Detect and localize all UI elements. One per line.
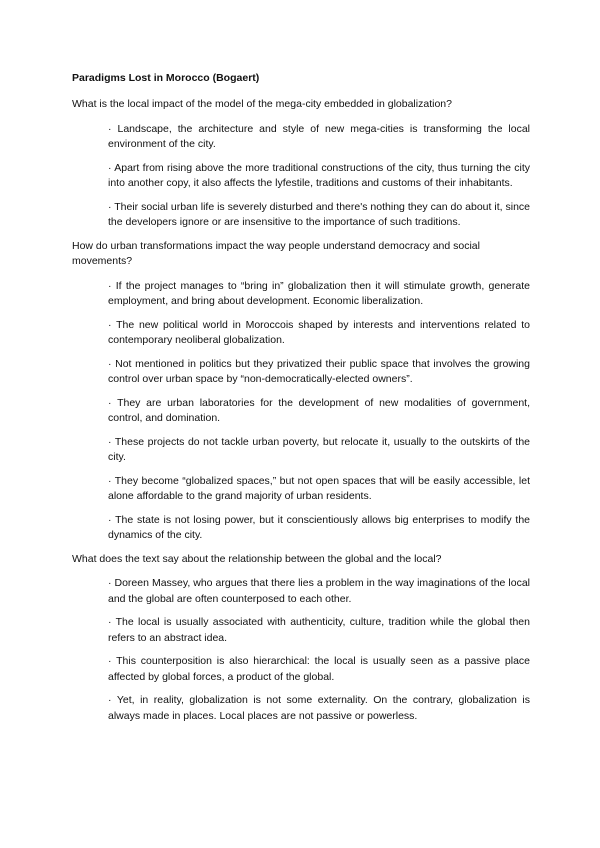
section-1 — [72, 97, 530, 231]
bullet-item: · Not mentioned in politics but they privatized their public space that involves the growing control over urban space by “non-democratically-elected owners”. — [108, 357, 530, 385]
bullet-item: · The new political world in Moroccois shaped by interests and interventions related to contemporary neoliberal globalization. — [108, 318, 530, 346]
section-question: What does the text say about the relationship between the global and the local? — [72, 552, 442, 565]
document-title: Paradigms Lost in Morocco (Bogaert) — [72, 72, 260, 84]
document-content — [72, 71, 530, 732]
bullet-list — [108, 122, 530, 231]
bullet-item: · The local is usually associated with authenticity, culture, tradition while the global then refers to an abstract idea. — [108, 616, 530, 644]
bullet-item: · Doreen Massey, who argues that there lies a problem in the way imaginations of the local and the global are often counterposed to each other. — [108, 577, 530, 605]
bullet-item: · Yet, in reality, globalization is not some externality. On the contrary, globalization is always made in places. Local places are not passive or powerless. — [108, 694, 530, 722]
bullet-list — [108, 279, 530, 544]
bullet-item: · Their social urban life is severely disturbed and there's nothing they can do about it, since the developers ignore or are insensitive to the importance of such traditions. — [108, 200, 530, 228]
bullet-item: · Landscape, the architecture and style of new mega-cities is transforming the local environment of the city. — [108, 122, 530, 150]
bullet-item: · They become “globalized spaces,” but not open spaces that will be easily accessible, let alone affordable to the grand majority of urban residents. — [108, 474, 530, 502]
bullet-item: · The state is not losing power, but it conscientiously allows big enterprises to modify the dynamics of the city. — [108, 513, 530, 541]
bullet-list — [108, 576, 530, 724]
bullet-item: · They are urban laboratories for the development of new modalities of government, control, and domination. — [108, 396, 530, 424]
bullet-item: · These projects do not tackle urban poverty, but relocate it, usually to the outskirts of the city. — [108, 435, 530, 463]
section-question: How do urban transformations impact the way people understand democracy and social movements? — [72, 239, 480, 267]
bullet-item: · If the project manages to “bring in” globalization then it will stimulate growth, generate employment, and bring about development. Economic liberalization. — [108, 279, 530, 307]
section-question: What is the local impact of the model of the mega-city embedded in globalization? — [72, 98, 452, 110]
bullet-item: · Apart from rising above the more traditional constructions of the city, thus turning the city into another copy, it also affects the lyfestile, traditions and customs of their inhabitants. — [108, 161, 530, 189]
section-3 — [72, 552, 530, 725]
bullet-item: · This counterposition is also hierarchical: the local is usually seen as a passive place affected by global forces, a product of the global. — [108, 655, 530, 683]
section-2 — [72, 239, 530, 544]
